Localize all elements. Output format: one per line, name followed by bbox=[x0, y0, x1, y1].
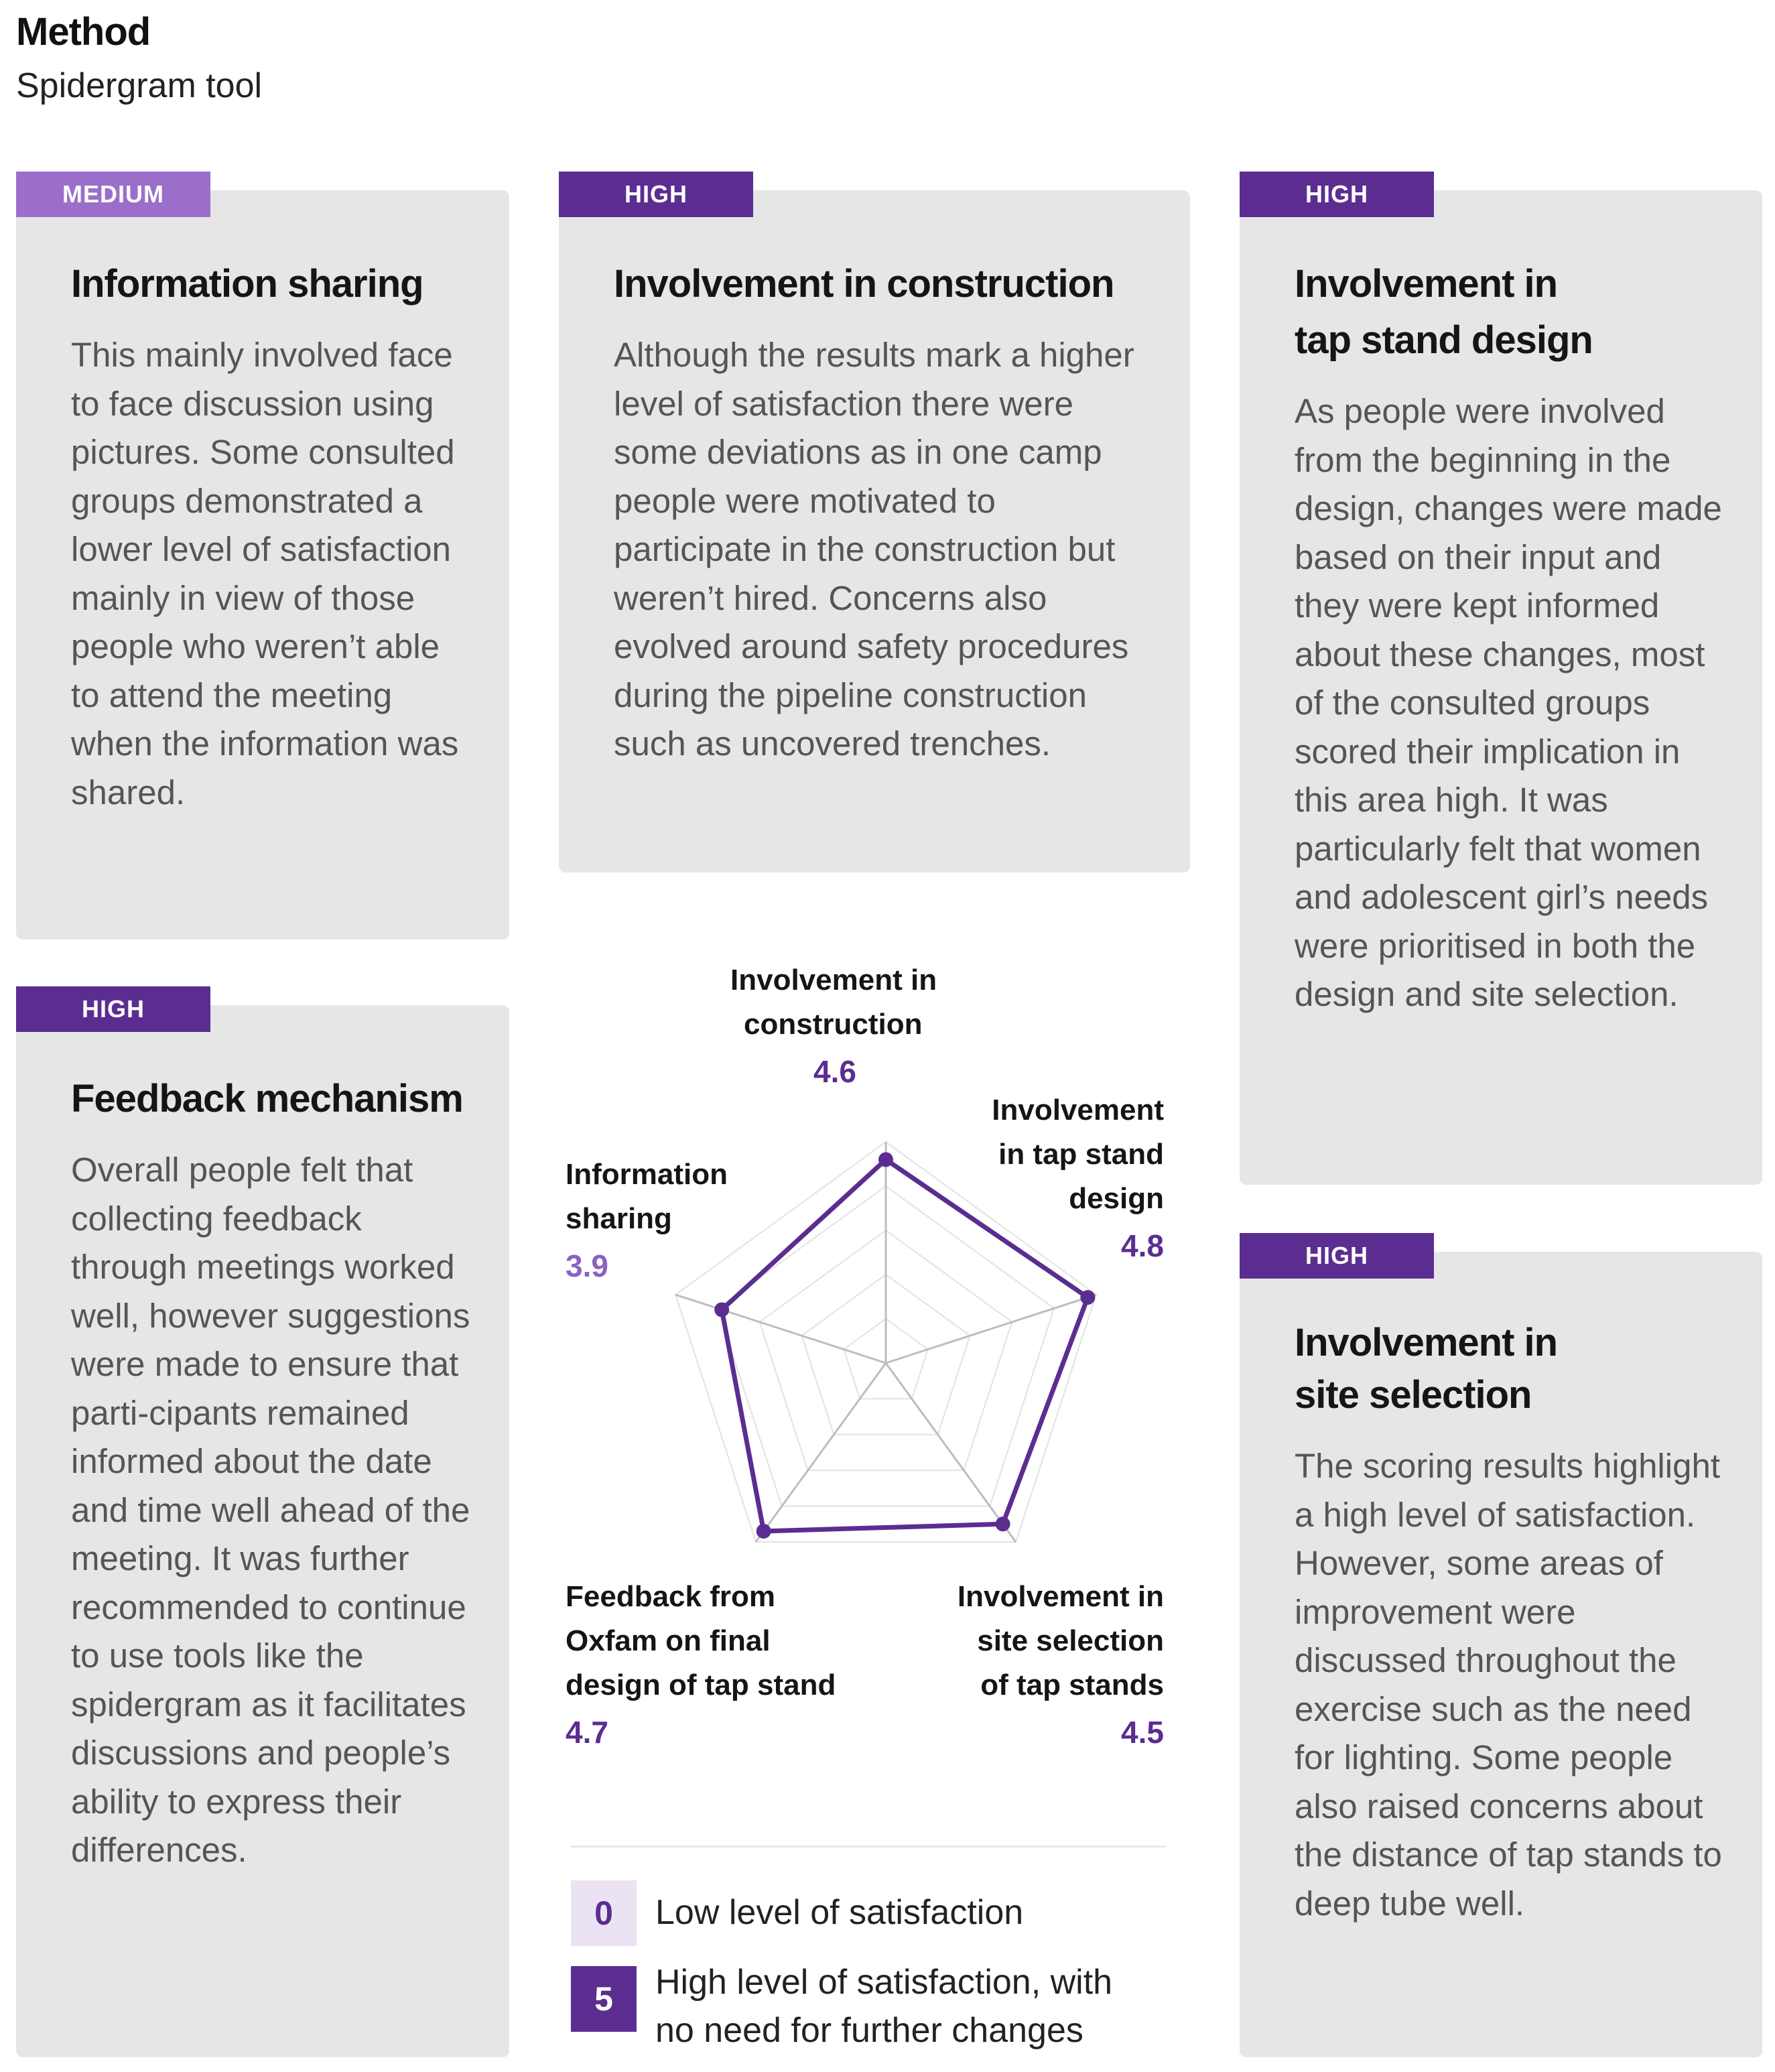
legend-swatch-low: 0 bbox=[571, 1880, 637, 1946]
legend-text-high-line2: no need for further changes bbox=[655, 2011, 1083, 2050]
card-title-involvement-construction: Involvement in construction bbox=[614, 262, 1114, 306]
page-subtitle: Spidergram tool bbox=[16, 66, 263, 105]
series-polygon bbox=[722, 1159, 1088, 1531]
badge-high: HIGH bbox=[1240, 172, 1434, 217]
data-point-2 bbox=[996, 1516, 1010, 1531]
axis-spoke-3 bbox=[756, 1363, 886, 1542]
card-text-feedback-mechanism: Overall people felt that collecting feedback through meetings worked well, however suggestions were made to ensure that parti-cipants remained informed about the date and time well ahead of the meeting. It was further recommended to continue to use tools like the spidergram as it facilitates discussions and people’s ability to express their differences. bbox=[71, 1151, 470, 1869]
axis-label-site-selection-line3: of tap stands bbox=[980, 1669, 1164, 1701]
axis-label-feedback-line1: Feedback from bbox=[566, 1580, 775, 1613]
axis-label-information-line2: sharing bbox=[566, 1202, 672, 1235]
legend-divider bbox=[571, 1846, 1166, 1848]
axis-spoke-4 bbox=[675, 1295, 886, 1363]
data-point-0 bbox=[878, 1152, 893, 1167]
page-title: Method bbox=[16, 10, 151, 54]
badge-medium: MEDIUM bbox=[16, 172, 210, 217]
axis-label-tap-design-line3: design bbox=[1069, 1182, 1164, 1215]
badge-high: HIGH bbox=[16, 986, 210, 1032]
card-title-tap-stand-design-line2: tap stand design bbox=[1295, 318, 1593, 362]
data-point-1 bbox=[1080, 1290, 1095, 1305]
card-title-site-selection-line2: site selection bbox=[1295, 1373, 1532, 1417]
axis-label-tap-design-line2: in tap stand bbox=[998, 1138, 1164, 1171]
axis-spoke-2 bbox=[886, 1363, 1016, 1542]
axis-label-tap-design-line1: Involvement bbox=[992, 1094, 1164, 1126]
axis-label-feedback-line3: design of tap stand bbox=[566, 1669, 836, 1701]
card-text-involvement-construction: Although the results mark a higher level of satisfaction there were some deviations as in one camp people were motivated to participate in the construction but weren’t hired. Concerns also evolved around safety procedures during the pipeline construction such as uncovered trenches. bbox=[614, 336, 1134, 763]
legend-text-high-line1: High level of satisfaction, with bbox=[655, 1963, 1113, 2002]
badge-high: HIGH bbox=[1240, 1233, 1434, 1279]
axis-value-construction: 4.6 bbox=[813, 1054, 856, 1089]
data-point-4 bbox=[714, 1302, 729, 1317]
data-point-3 bbox=[757, 1524, 771, 1539]
card-title-site-selection-line1: Involvement in bbox=[1295, 1321, 1558, 1364]
axis-label-information-line1: Information bbox=[566, 1158, 728, 1191]
axis-label-feedback-line2: Oxfam on final bbox=[566, 1624, 771, 1657]
card-title-feedback-mechanism: Feedback mechanism bbox=[71, 1077, 463, 1120]
card-text-site-selection: The scoring results highlight a high level of satisfaction. However, some areas of improvement were discussed throughout the exercise such as the need for lighting. Some people also raised concerns about the distance of tap stands to deep tube well. bbox=[1295, 1447, 1722, 1923]
axis-label-construction-line1: Involvement in bbox=[730, 964, 937, 996]
card-title-tap-stand-design-line1: Involvement in bbox=[1295, 262, 1558, 306]
axis-value-information: 3.9 bbox=[566, 1248, 608, 1283]
legend-swatch-high: 5 bbox=[571, 1966, 637, 2032]
axis-label-construction-line2: construction bbox=[744, 1008, 923, 1041]
card-text-tap-stand-design: As people were involved from the beginning in the design, changes were made based on their input and they were kept informed about these changes, most of the consulted groups scored their implication in this area high. It was particularly felt that women and adolescent girl’s needs were prioritised in both the design and site selection. bbox=[1295, 392, 1722, 1013]
axis-label-site-selection-line1: Involvement in bbox=[957, 1580, 1164, 1613]
axis-value-site-selection: 4.5 bbox=[1121, 1715, 1164, 1750]
axis-value-tap-design: 4.8 bbox=[1121, 1228, 1164, 1263]
card-title-information-sharing: Information sharing bbox=[71, 262, 423, 306]
badge-high: HIGH bbox=[559, 172, 753, 217]
card-text-information-sharing: This mainly involved face to face discussion using pictures. Some consulted groups demonstrated a lower level of satisfaction mainly in view of those people who weren’t able to attend the meeting when the information was shared. bbox=[71, 336, 459, 812]
axis-label-site-selection-line2: site selection bbox=[977, 1624, 1164, 1657]
legend-text-low: Low level of satisfaction bbox=[655, 1893, 1024, 1932]
axis-value-feedback: 4.7 bbox=[566, 1715, 608, 1750]
